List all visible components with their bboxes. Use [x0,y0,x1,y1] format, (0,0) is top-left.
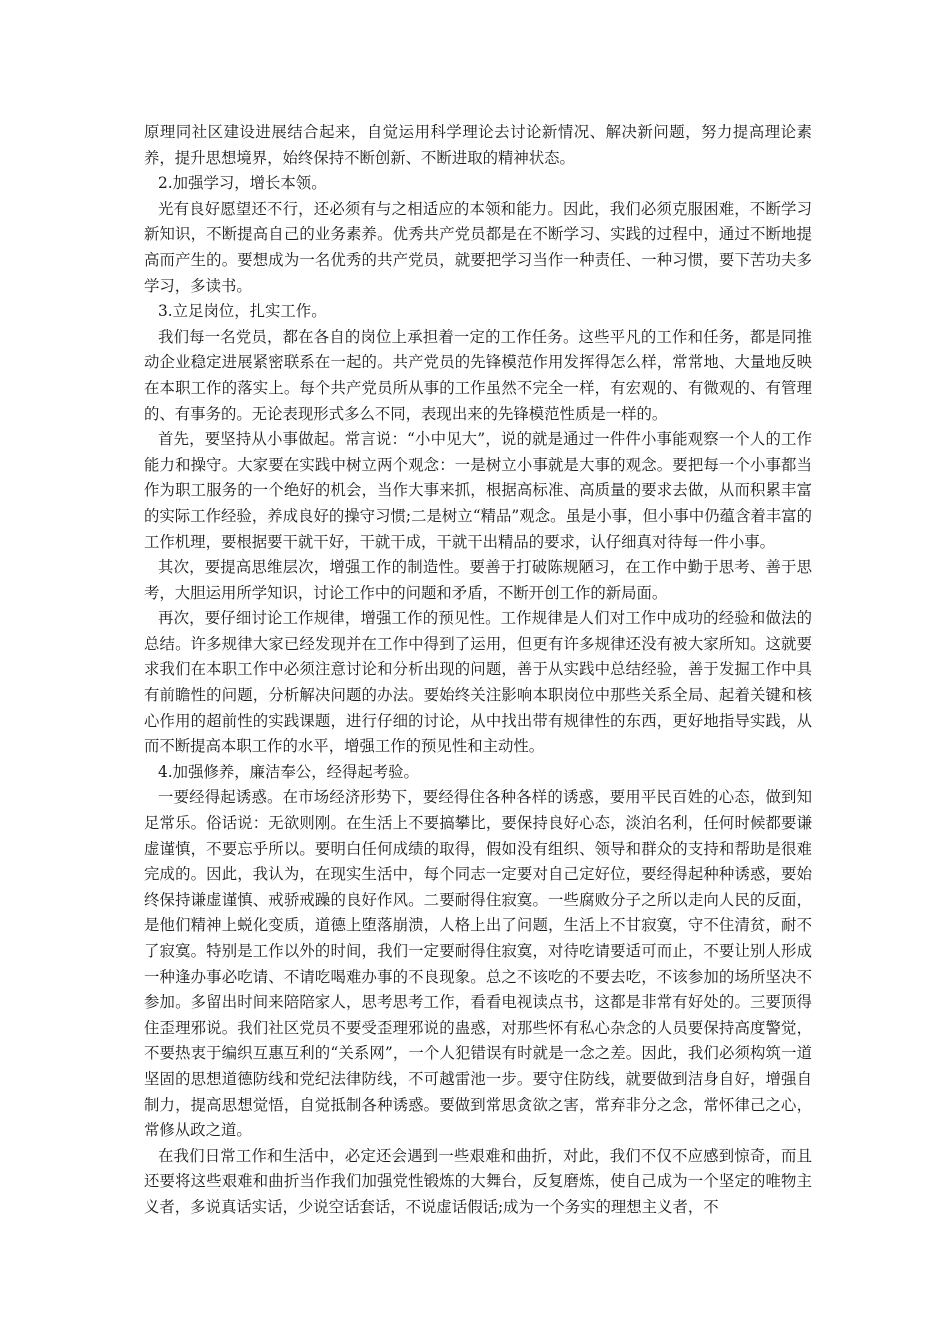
section-heading-4: 4.加强修养，廉洁奉公，经得起考验。 [158,762,419,781]
paragraph: 我们每一名党员，都在各自的岗位上承担着一定的工作任务。这些平凡的工作和任务，都是同推动企业稳定进展紧密联系在一起的。共产党员的先锋模范作用发挥得怎么样，常常地、大量地反映在本职工作的落实上。每个共产党员所从事的工作虽然不完全一样，有宏观的、有微观的、有管理的、有事务的。无论表现形式多么不同，表现出来的先锋模范性质是一样的。 [144,327,812,423]
section-heading-3: 3.立足岗位，扎实工作。 [158,302,327,321]
paragraph-continued: 原理同社区建设进展结合起来，自觉运用科学理论去讨论新情况、解决新问题，努力提高理论素养，提升思想境界，始终保持不断创新、不断进取的精神状态。 [144,123,812,167]
document-body [144,120,812,1221]
paragraph: 在我们日常工作和生活中，必定还会遇到一些艰难和曲折，对此，我们不仅不应感到惊奇，而且还要将这些艰难和曲折当作我们加强党性锻炼的大舞台，反复磨炼，使自己成为一个坚定的唯物主义者，多说真话实话，少说空话套话，不说虚话假话;成为一个务实的理想主义者，不 [144,1146,812,1216]
paragraph: 光有良好愿望还不行，还必须有与之相适应的本领和能力。因此，我们必须克服困难，不断学习新知识，不断提高自己的业务素养。优秀共产党员都是在不断学习、实践的过程中，通过不断地提高而产生的。要想成为一名优秀的共产党员，就要把学习当作一种责任、一种习惯，要下苦功夫多学习，多读书。 [144,199,812,295]
section-heading-2: 2.加强学习，增长本领。 [158,174,327,193]
paragraph: 一要经得起诱惑。在市场经济形势下，要经得住各种各样的诱惑，要用平民百姓的心态，做到知足常乐。俗话说：无欲则刚。在生活上不要搞攀比，要保持良好心态，淡泊名利，任何时候都要谦虚谨慎，不要忘乎所以。要明白任何成绩的取得，假如没有组织、领导和群众的支持和帮助是很难完成的。因此，我认为，在现实生活中，每个同志一定要对自己定好位，要经得起种种诱惑，要始终保持谦虚谨慎、戒骄戒躁的良好作风。二要耐得住寂寞。一些腐败分子之所以走向人民的反面，是他们精神上蜕化变质，道德上堕落崩溃，人格上出了问题，生活上不甘寂寞，守不住清贫，耐不了寂寞。特别是工作以外的时间，我们一定要耐得住寂寞，对待吃请要适可而止，不要让别人形成一种逢办事必吃请、不请吃喝难办事的不良现象。总之不该吃的不要去吃，不该参加的场所坚决不参加。多留出时间来陪陪家人，思考思考工作，看看电视读点书，这都是非常有好处的。三要顶得住歪理邪说。我们社区党员不要受歪理邪说的蛊惑，对那些怀有私心杂念的人员要保持高度警觉，不要热衷于编织互惠互利的“关系网”，一个人犯错误有时就是一念之差。因此，我们必须构筑一道坚固的思想道德防线和党纪法律防线，不可越雷池一步。要守住防线，就要做到洁身自好，增强自制力，提高思想觉悟，自觉抵制各种诱惑。要做到常思贪欲之害，常弃非分之念，常怀律己之心，常修从政之道。 [144,788,812,1140]
paragraph: 再次，要仔细讨论工作规律，增强工作的预见性。工作规律是人们对工作中成功的经验和做法的总结。许多规律大家已经发现并在工作中得到了运用，但更有许多规律还没有被大家所知。这就要求我们在本职工作中必须注意讨论和分析出现的问题，善于从实践中总结经验，善于发掘工作中具有前瞻性的问题，分析解决问题的办法。要始终关注影响本职岗位中那些关系全局、起着关键和核心作用的超前性的实践课题，进行仔细的讨论，从中找出带有规律性的东西，更好地指导实践，从而不断提高本职工作的水平，增强工作的预见性和主动性。 [144,609,812,756]
paragraph: 其次，要提高思维层次，增强工作的制造性。要善于打破陈规陋习，在工作中勤于思考、善于思考，大胆运用所学知识，讨论工作中的问题和矛盾，不断开创工作的新局面。 [144,558,812,602]
paragraph: 首先，要坚持从小事做起。常言说：“小中见大”，说的就是通过一件件小事能观察一个人的工作能力和操守。大家要在实践中树立两个观念：一是树立小事就是大事的观念。要把每一个小事都当作为职工服务的一个绝好的机会，当作大事来抓，根据高标准、高质量的要求去做，从而积累丰富的实际工作经验，养成良好的操守习惯;二是树立“精品”观念。虽是小事，但小事中仍蕴含着丰富的工作机理，要根据要干就干好，干就干成，干就干出精品的要求，认仔细真对待每一件小事。 [144,430,812,551]
